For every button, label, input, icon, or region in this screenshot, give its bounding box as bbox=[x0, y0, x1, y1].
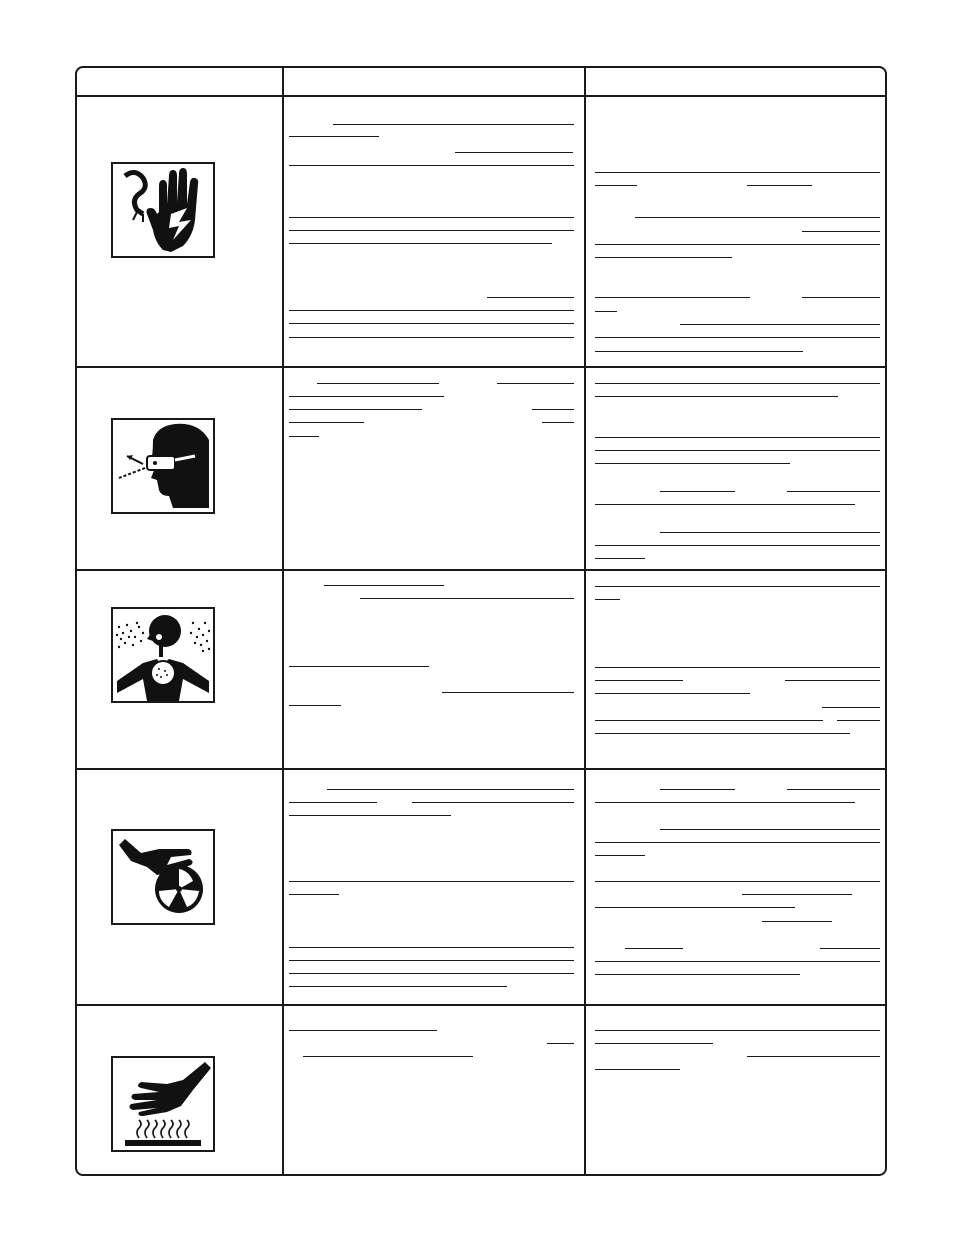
header-cause bbox=[284, 68, 586, 95]
header-precaution bbox=[588, 68, 887, 95]
table-row bbox=[77, 1006, 885, 1176]
electric-shock-hazard-icon bbox=[111, 162, 215, 258]
table-row bbox=[77, 368, 885, 569]
safety-hazard-table bbox=[75, 66, 887, 1176]
table-row bbox=[77, 97, 885, 366]
moving-parts-hazard-icon bbox=[111, 829, 215, 925]
table-row bbox=[77, 571, 885, 768]
hot-surface-hazard-icon bbox=[111, 1056, 215, 1152]
table-row bbox=[77, 770, 885, 1004]
toxic-fumes-inhalation-icon bbox=[111, 607, 215, 703]
eye-protection-icon bbox=[111, 418, 215, 514]
table-header-row bbox=[77, 68, 885, 97]
header-hazard bbox=[77, 68, 282, 95]
